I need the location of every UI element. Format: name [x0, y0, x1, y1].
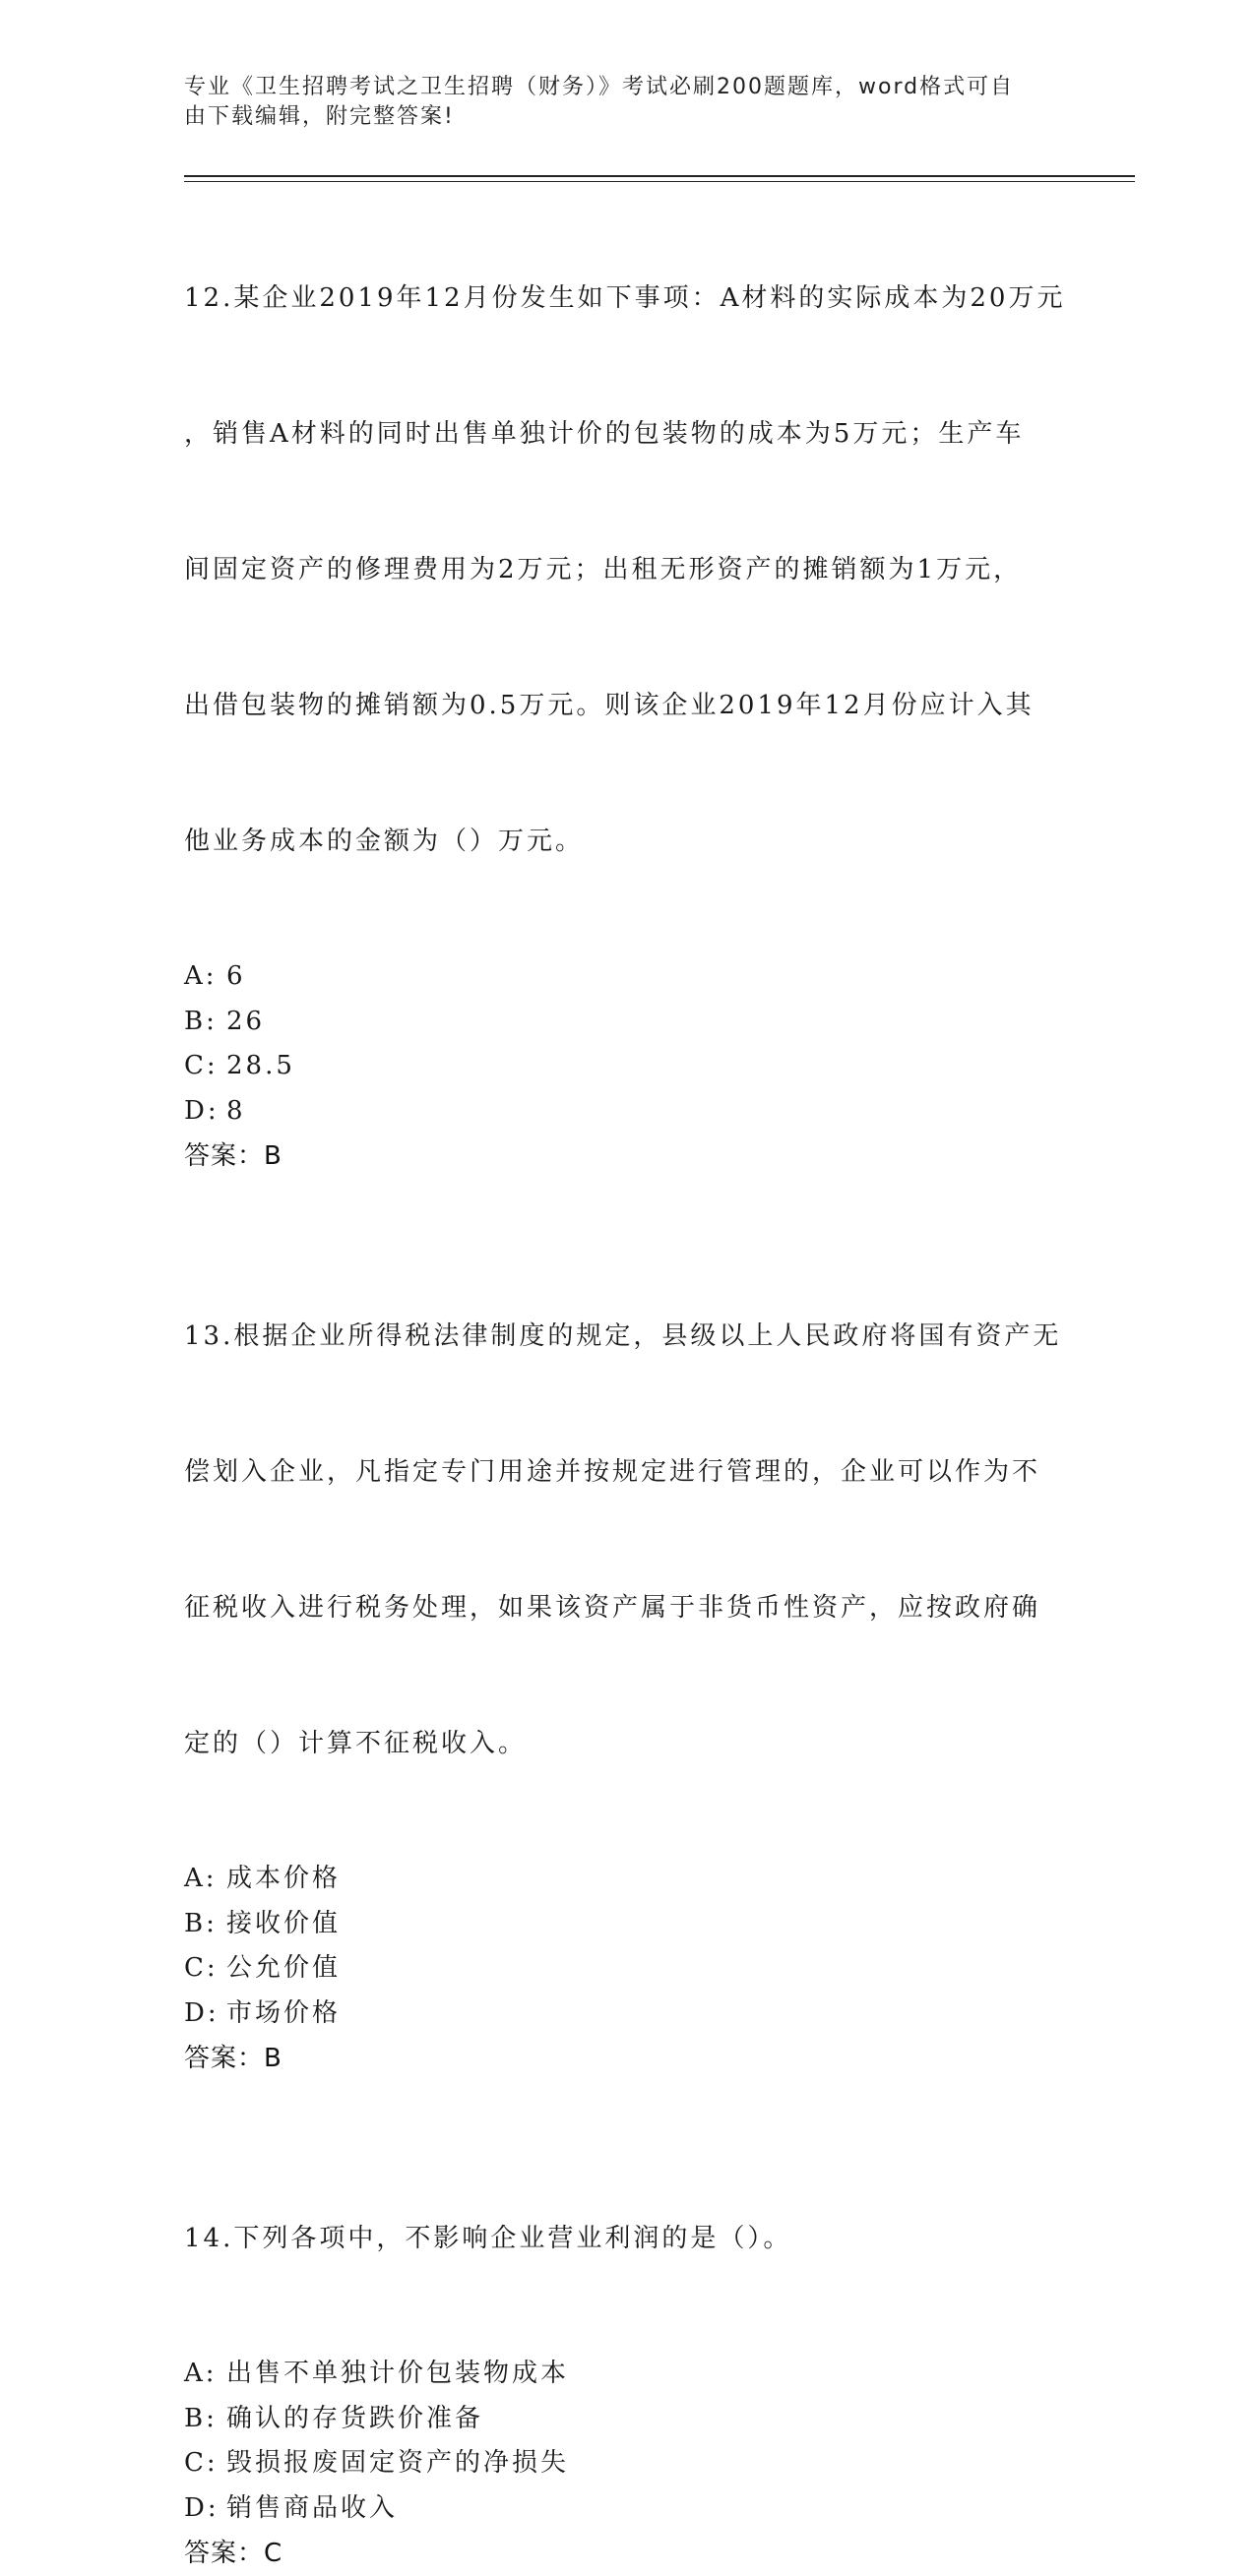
question-12 [184, 185, 1070, 1179]
option-text: 销售商品收入 [226, 2492, 399, 2523]
option-text: 市场价格 [226, 1997, 342, 2028]
option-d [184, 1089, 1070, 1135]
question-stem [184, 2125, 1070, 2352]
answer-line: 答案：B [184, 2044, 282, 2073]
option-text: 28.5 [226, 1051, 295, 1080]
question-14 [184, 2125, 1070, 2576]
option-a [184, 954, 1070, 1000]
option-b [184, 1902, 1070, 1947]
option-key: B: [184, 1006, 218, 1036]
option-d [184, 1992, 1070, 2037]
header-line-1: 专业《卫生招聘考试之卫生招聘（财务）》考试必刷200题题库，word格式可自 [184, 75, 1015, 99]
option-key: A: [184, 1864, 218, 1893]
stem-line: 12.某企业2019年12月份发生如下事项：A材料的实际成本为20万元 [184, 283, 1066, 313]
option-text: 成本价格 [226, 1864, 342, 1893]
option-a [184, 2352, 1070, 2397]
stem-line: 间固定资产的修理费用为2万元；出租无形资产的摊销额为1万元， [184, 555, 1023, 584]
stem-line: 14.下列各项中，不影响企业营业利润的是（）。 [184, 2224, 792, 2253]
option-text: 8 [226, 1095, 246, 1126]
stem-line: 征税收入进行税务处理，如果该资产属于非货币性资产，应按政府确 [184, 1593, 1041, 1623]
stem-line: ，销售A材料的同时出售单独计价的包装物的成本为5万元；生产车 [184, 419, 1025, 449]
question-list [184, 185, 1070, 2576]
option-key: B: [184, 1908, 218, 1938]
option-c [184, 1044, 1070, 1089]
option-text: 公允价值 [226, 1953, 342, 1983]
option-text: 接收价值 [226, 1908, 342, 1938]
answer-line: 答案：B [184, 1141, 282, 1171]
stem-line: 定的（）计算不征税收入。 [184, 1729, 528, 1758]
option-key: D: [184, 1997, 220, 2028]
option-text: 毁损报废固定资产的净损失 [226, 2448, 570, 2478]
option-c [184, 1946, 1070, 1992]
option-text: 26 [226, 1006, 266, 1036]
page-header [184, 73, 1050, 132]
question-13 [184, 1223, 1070, 2081]
option-key: B: [184, 2403, 218, 2433]
question-stem [184, 1223, 1070, 1857]
option-text: 确认的存货跌价准备 [226, 2403, 484, 2433]
option-d [184, 2486, 1070, 2532]
stem-line: 他业务成本的金额为（）万元。 [184, 827, 585, 856]
option-b [184, 1000, 1070, 1045]
option-c [184, 2441, 1070, 2486]
option-key: C: [184, 2448, 219, 2478]
header-divider-thin [184, 181, 1135, 182]
option-text: 6 [226, 961, 246, 991]
stem-line: 出借包装物的摊销额为0.5万元。则该企业2019年12月份应计入其 [184, 691, 1035, 720]
stem-line: 13.根据企业所得税法律制度的规定，县级以上人民政府将国有资产无 [184, 1321, 1062, 1351]
option-b [184, 2397, 1070, 2442]
option-key: A: [184, 2359, 218, 2388]
stem-line: 偿划入企业，凡指定专门用途并按规定进行管理的，企业可以作为不 [184, 1457, 1041, 1487]
option-key: C: [184, 1051, 219, 1080]
option-text: 出售不单独计价包装物成本 [226, 2359, 570, 2388]
header-line-2: 由下载编辑，附完整答案! [184, 104, 455, 129]
option-key: D: [184, 2492, 220, 2523]
option-a [184, 1857, 1070, 1902]
option-key: C: [184, 1953, 219, 1983]
option-key: A: [184, 961, 218, 991]
option-key: D: [184, 1095, 220, 1126]
question-stem [184, 185, 1070, 954]
header-divider-thick [184, 175, 1135, 177]
answer-line: 答案：C [184, 2539, 283, 2568]
